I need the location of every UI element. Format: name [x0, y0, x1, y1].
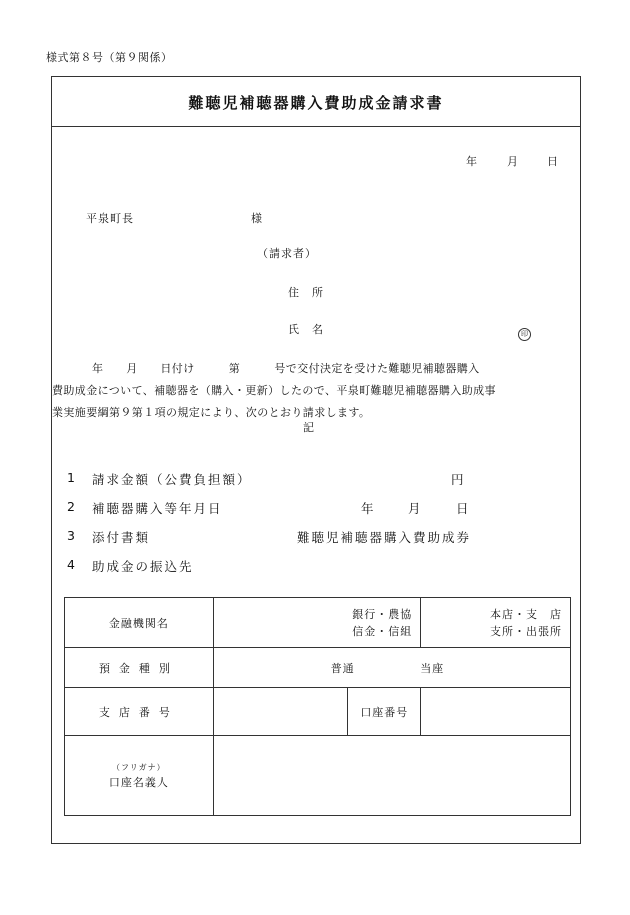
- item-4-label: 助成金の振込先: [92, 559, 194, 574]
- account-holder-field[interactable]: [213, 736, 570, 816]
- addressee-honorific: 様: [251, 212, 263, 225]
- seal-icon: 印: [518, 328, 531, 341]
- name-label: 氏 名: [288, 323, 324, 336]
- date-month-field[interactable]: 月: [507, 155, 519, 168]
- branch-type-2: 支所・出張所: [490, 624, 562, 638]
- deposit-type-label: 預金種別: [65, 648, 214, 688]
- addressee-name: 平泉町長: [86, 212, 134, 225]
- account-number-label: 口座番号: [348, 688, 421, 736]
- address-label: 住 所: [288, 286, 324, 299]
- branch-number-label: 支店番号: [65, 688, 214, 736]
- item-2-year: 年: [361, 501, 376, 516]
- paragraph-line-3: 業実施要綱第９第１項の規定により、次のとおり請求します。: [52, 406, 371, 419]
- item-4-number: 4: [67, 557, 77, 572]
- item-3-number: 3: [67, 528, 77, 543]
- deposit-current-option[interactable]: 当座: [420, 661, 445, 675]
- item-2-day: 日: [456, 501, 471, 516]
- item-1-number: 1: [67, 470, 77, 485]
- institution-bank-cell[interactable]: [213, 598, 421, 648]
- account-number-field[interactable]: [421, 688, 571, 736]
- date-day-field[interactable]: 日: [547, 155, 559, 168]
- seal-mark: [518, 321, 531, 341]
- date-year-field[interactable]: 年: [466, 155, 478, 168]
- deposit-type-cell[interactable]: [213, 648, 570, 688]
- account-holder-label-cell: [65, 736, 214, 816]
- form-title: 難聴児補聴器購入費助成金請求書: [188, 94, 444, 112]
- bank-transfer-table: [64, 597, 571, 816]
- ki-heading: 記: [303, 421, 315, 434]
- branch-number-field[interactable]: [213, 688, 348, 736]
- form-number: 様式第８号（第９関係）: [46, 51, 173, 64]
- bank-type-1: 銀行・農協: [352, 607, 413, 621]
- deposit-normal-option[interactable]: 普通: [330, 661, 355, 675]
- item-2-label: 補聴器購入等年月日: [92, 501, 223, 516]
- title-divider: [51, 126, 581, 127]
- furigana-label: （フリガナ）: [112, 762, 166, 772]
- institution-label: 金融機関名: [65, 598, 214, 648]
- paragraph-line-1: 年 月 日付け 第 号で交付決定を受けた難聴児補聴器購入: [92, 362, 480, 375]
- institution-branch-cell[interactable]: [421, 598, 571, 648]
- claimant-label: （請求者）: [257, 247, 317, 260]
- item-3-value: 難聴児補聴器購入費助成券: [297, 530, 472, 545]
- item-2-number: 2: [67, 499, 77, 514]
- paragraph-line-2: 費助成金について、補聴器を（購入・更新）したので、平泉町難聴児補聴器購入助成事: [52, 384, 496, 397]
- item-1-unit: 円: [451, 472, 466, 487]
- request-paragraph: [52, 358, 582, 424]
- item-1-label: 請求金額（公費負担額）: [92, 472, 252, 487]
- branch-type-1: 本店・支 店: [490, 607, 562, 621]
- item-2-month: 月: [408, 501, 423, 516]
- account-holder-label: 口座名義人: [108, 775, 169, 789]
- item-3-label: 添付書類: [92, 530, 151, 545]
- bank-type-2: 信金・信組: [352, 624, 413, 638]
